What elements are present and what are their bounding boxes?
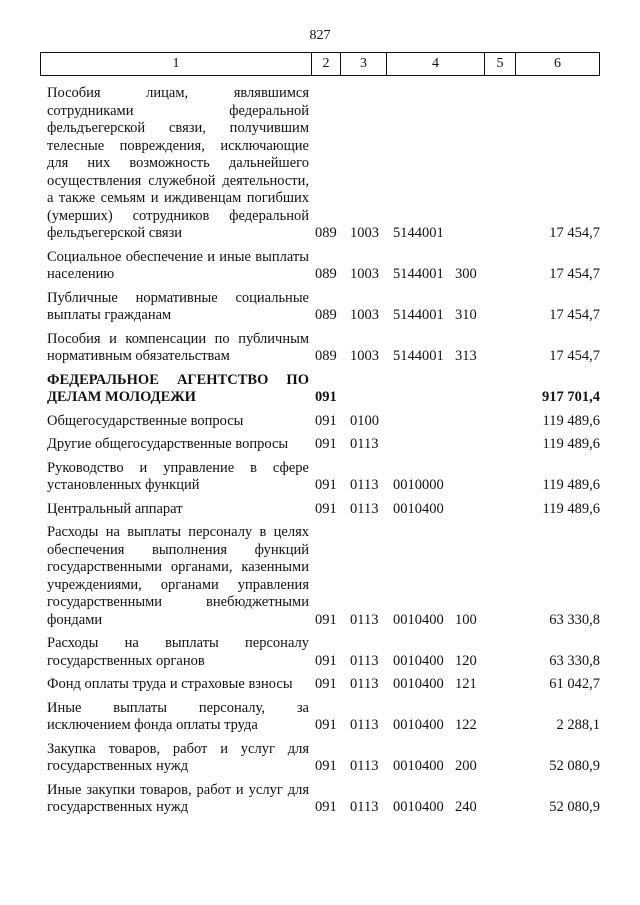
row-code-2: 091 bbox=[315, 500, 337, 517]
row-name: Закупка товаров, работ и услуг для государственных нужд bbox=[47, 740, 309, 774]
row-amount: 61 042,7 bbox=[549, 676, 600, 692]
row-amount: 17 454,7 bbox=[549, 225, 600, 241]
row-code-3: 0113 bbox=[350, 758, 379, 774]
row-code-2: 091 bbox=[315, 477, 337, 493]
row-name: Иные закупки товаров, работ и услуг для государственных нужд bbox=[47, 781, 309, 815]
row-amount: 119 489,6 bbox=[542, 412, 600, 429]
row-code-3: 1003 bbox=[350, 348, 379, 364]
row-name: Центральный аппарат bbox=[47, 500, 183, 517]
row-code-4: 5144001 bbox=[393, 225, 444, 241]
row-code-3: 0113 bbox=[350, 477, 379, 493]
column-header-6: 6 bbox=[554, 56, 561, 71]
row-code-2: 091 bbox=[315, 436, 337, 452]
row-code-3: 0113 bbox=[350, 611, 379, 628]
row-code-3: 0113 bbox=[350, 676, 379, 692]
row-code-4: 0010400 bbox=[393, 717, 444, 733]
row-amount: 52 080,9 bbox=[549, 758, 600, 774]
row-amount: 2 288,1 bbox=[556, 717, 600, 733]
row-name: Руководство и управление в сфере установленных функций bbox=[47, 459, 309, 493]
row-code-3: 0113 bbox=[350, 799, 379, 815]
row-code-3: 1003 bbox=[350, 225, 379, 241]
row-name: Общегосударственные вопросы bbox=[47, 412, 244, 429]
row-code-3: 0113 bbox=[350, 500, 379, 517]
column-header-2: 2 bbox=[312, 53, 341, 75]
row-amount: 119 489,6 bbox=[542, 500, 600, 517]
row-name: ФЕДЕРАЛЬНОЕ АГЕНТСТВО ПО ДЕЛАМ МОЛОДЕЖИ bbox=[47, 371, 309, 405]
table-row bbox=[47, 501, 600, 519]
row-code-2: 091 bbox=[315, 652, 337, 669]
row-code-4: 0010400 bbox=[393, 652, 444, 669]
table-row-agency bbox=[47, 372, 600, 407]
table-row bbox=[47, 676, 600, 694]
table-row bbox=[47, 249, 600, 284]
row-code-4: 0010400 bbox=[393, 799, 444, 815]
row-name: Иные выплаты персоналу, за исключением фонда оплаты труда bbox=[47, 699, 309, 733]
table-row bbox=[47, 331, 600, 366]
row-code-5: 313 bbox=[455, 348, 477, 364]
row-amount: 63 330,8 bbox=[549, 611, 600, 628]
table-row bbox=[47, 290, 600, 325]
column-header-3: 3 bbox=[341, 53, 387, 75]
row-amount: 52 080,9 bbox=[549, 799, 600, 815]
table-row bbox=[47, 700, 600, 735]
row-code-5: 120 bbox=[455, 652, 477, 669]
table-row bbox=[47, 741, 600, 776]
table-row bbox=[47, 85, 600, 243]
row-code-4: 5144001 bbox=[393, 266, 444, 282]
row-code-5: 121 bbox=[455, 676, 477, 692]
row-name: Фонд оплаты труда и страховые взносы bbox=[47, 676, 293, 692]
table-row bbox=[47, 436, 600, 454]
row-amount: 119 489,6 bbox=[542, 477, 600, 493]
row-name: Расходы на выплаты персоналу в целях обеспечения выполнения функций государственными органами, казенными учреждениями, органами управления государственными внебюджетными фондами bbox=[47, 524, 309, 628]
row-amount: 17 454,7 bbox=[549, 266, 600, 282]
row-code-2: 089 bbox=[315, 348, 337, 364]
row-name: Расходы на выплаты персоналу государственных органов bbox=[47, 635, 309, 669]
row-code-5: 122 bbox=[455, 717, 477, 733]
column-header-1: 1 bbox=[41, 53, 312, 75]
page-number: 827 bbox=[309, 28, 331, 43]
row-code-3: 0113 bbox=[350, 652, 379, 669]
row-code-2: 089 bbox=[315, 307, 337, 323]
row-code-5: 200 bbox=[455, 758, 477, 774]
row-code-2: 091 bbox=[315, 412, 337, 429]
column-header-5: 5 bbox=[485, 53, 516, 75]
row-code-3: 0100 bbox=[350, 412, 379, 429]
row-amount: 63 330,8 bbox=[549, 652, 600, 669]
row-code-5: 310 bbox=[455, 307, 477, 323]
row-code-2: 091 bbox=[315, 758, 337, 774]
row-code-4: 0010400 bbox=[393, 611, 444, 628]
row-name: Социальное обеспечение и иные выплаты населению bbox=[47, 248, 309, 282]
row-code-5: 300 bbox=[455, 266, 477, 282]
row-code-2: 089 bbox=[315, 225, 337, 241]
row-amount: 17 454,7 bbox=[549, 307, 600, 323]
column-header-row bbox=[40, 52, 600, 76]
row-code-2: 091 bbox=[315, 611, 337, 628]
row-code-4: 0010400 bbox=[393, 758, 444, 774]
row-amount: 119 489,6 bbox=[542, 436, 600, 452]
row-code-2: 091 bbox=[315, 799, 337, 815]
row-amount: 17 454,7 bbox=[549, 348, 600, 364]
row-code-4: 0010400 bbox=[393, 676, 444, 692]
row-name: Публичные нормативные социальные выплаты гражданам bbox=[47, 289, 309, 323]
row-code-2: 091 bbox=[315, 389, 337, 405]
row-code-5: 240 bbox=[455, 799, 477, 815]
row-code-3: 1003 bbox=[350, 307, 379, 323]
table-row bbox=[47, 635, 600, 670]
row-code-2: 089 bbox=[315, 266, 337, 282]
row-name: Другие общегосударственные вопросы bbox=[47, 436, 289, 452]
table-row bbox=[47, 782, 600, 817]
row-code-2: 091 bbox=[315, 717, 337, 733]
row-amount: 917 701,4 bbox=[542, 389, 600, 405]
row-code-4: 5144001 bbox=[393, 348, 444, 364]
row-code-3: 1003 bbox=[350, 266, 379, 282]
row-name: Пособия и компенсации по публичным нормативным обязательствам bbox=[47, 330, 309, 364]
row-name: Пособия лицам, являвшимся сотрудниками федеральной фельдъегерской связи, получившим телесные повреждения, исключающие для них возможность дальнейшего осуществления служебной деятельности, а также семьям и иждивенцам погибших (умерших) сотрудников федеральной фельдъегерской связи bbox=[47, 85, 309, 241]
row-code-4: 5144001 bbox=[393, 307, 444, 323]
row-code-3: 0113 bbox=[350, 436, 379, 452]
table-row bbox=[47, 460, 600, 495]
row-code-5: 100 bbox=[455, 611, 477, 628]
column-header-4: 4 bbox=[387, 53, 485, 75]
table-row bbox=[47, 524, 600, 629]
budget-table-body bbox=[47, 85, 600, 823]
row-code-4: 0010400 bbox=[393, 500, 444, 517]
row-code-4: 0010000 bbox=[393, 477, 444, 493]
row-code-2: 091 bbox=[315, 676, 337, 692]
row-code-3: 0113 bbox=[350, 717, 379, 733]
table-row bbox=[47, 413, 600, 431]
